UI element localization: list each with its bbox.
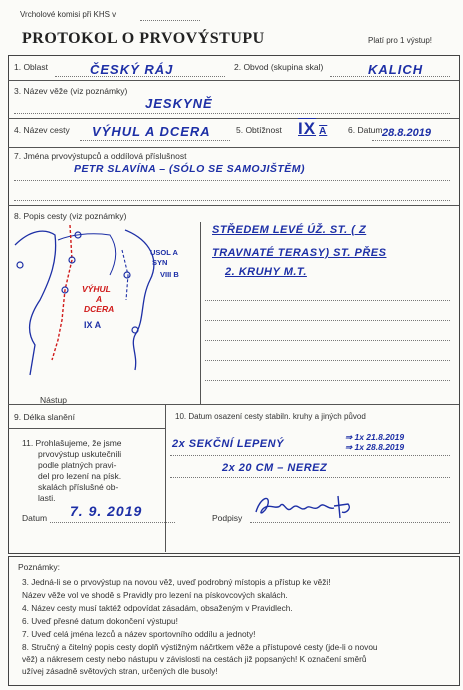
committee-line: Vrcholové komisi při KHS v: [20, 10, 117, 19]
field-1-line: [55, 76, 225, 77]
field-7-value: PETR SLAVÍNA – (SÓLO SE SAMOJIŠTĚM): [74, 163, 306, 175]
field-4-label: 4. Název cesty: [14, 125, 70, 135]
date-value: 7. 9. 2019: [70, 503, 143, 519]
field-6-label: 6. Datum: [348, 125, 383, 135]
date-line: [50, 522, 175, 523]
description-line-2: TRAVNATÉ TERASY) ST. PŘES: [212, 247, 387, 259]
description-line-3: 2. KRUHY M.T.: [225, 266, 307, 278]
note-item: užívej zásadně světových stran, určených dle busoly!: [22, 666, 218, 676]
signature: [250, 490, 360, 524]
description-line: [205, 300, 450, 301]
field-3-line: [14, 113, 450, 114]
field-9-label: 9. Délka slanění: [14, 412, 75, 422]
field-10-line: [170, 455, 450, 456]
topo-side-line-2: SYN: [152, 258, 168, 267]
field-10-date-1: ⇒ 1x 21.8.2019: [345, 432, 405, 442]
topo-side-line-1: USOL A: [150, 248, 178, 257]
anchor-ring: [17, 232, 138, 333]
topo-divider: [200, 222, 201, 404]
note-item: 3. Jedná-li se o prvovýstup na novou věž, uveď podrobný místopis a přístup ke věži!: [22, 577, 331, 587]
declaration-line: skalách příslušné ob-: [38, 482, 119, 492]
field-10-label: 10. Datum osazení cesty stabiln. kruhy a jiných původ: [175, 412, 366, 421]
field-6-line: [372, 140, 450, 141]
grade-value: IX: [298, 119, 317, 138]
declaration-line: prvovýstup uskutečnili: [38, 449, 122, 459]
note-item: 8. Stručný a čitelný popis cesty doplň výstižným náčrtkem věže a přístupové cesty (jde-li o novou: [22, 642, 378, 652]
topo-route-line-2: A: [96, 294, 103, 304]
signature-line: [250, 522, 450, 523]
topo-route-line-1: VÝHUL: [82, 284, 111, 294]
description-line: [205, 380, 450, 381]
field-1-value: ČESKÝ RÁJ: [90, 62, 174, 77]
committee-dotline: [140, 20, 200, 21]
declaration-line: del pro lezení na písk.: [38, 471, 122, 481]
field-1-label: 1. Oblast: [14, 62, 49, 72]
description-line: [205, 320, 450, 321]
field-2-line: [330, 76, 450, 77]
field-3-label: 3. Název věže (viz poznámky): [14, 86, 128, 96]
topo-route-line-3: DCERA: [84, 304, 115, 314]
field-7-label: 7. Jména prvovýstupců a oddílová příslušnost: [14, 151, 187, 161]
note-item: Název věže vol ve shodě s Pravidly pro lezení na pískovcových skalách.: [22, 590, 288, 600]
col-divider: [165, 404, 166, 552]
rock-outline-inner: [58, 234, 116, 275]
field-10-date-2: ⇒ 1x 28.8.2019: [345, 442, 405, 452]
grade-suffix: A: [319, 126, 328, 137]
declaration-line: podle platných pravi-: [38, 460, 117, 470]
row-divider: [8, 205, 459, 206]
note-item: věž) a nákresem cesty nebo nástupu v závislosti na cestách již popsaných! K označení směrů: [22, 654, 367, 664]
description-line-1: STŘEDEM LEVÉ ÚŽ. ST. ( Z: [212, 224, 367, 236]
nastup-label: Nástup: [40, 395, 67, 405]
declaration-line: 11. Prohlašujeme, že jsme: [22, 438, 122, 448]
field-4-line: [80, 140, 230, 141]
note-item: 4. Název cesty musí taktéž odpovídat zásadám, obsaženým v Pravidlech.: [22, 603, 293, 613]
topo-grade: IX A: [84, 320, 102, 330]
description-line: [205, 340, 450, 341]
note-item: 6. Uveď přesné datum dokončení výstupu!: [22, 616, 178, 626]
validity-note: Platí pro 1 výstup!: [368, 36, 433, 45]
rock-outline-left: [15, 231, 56, 375]
field-10-line-2: 2x 20 CM – NEREZ: [222, 462, 328, 474]
row-divider: [8, 428, 165, 429]
row-divider: [8, 118, 459, 119]
field-3-value: JESKYNĚ: [145, 96, 213, 111]
page-title: PROTOKOL O PRVOVÝSTUPU: [22, 30, 265, 47]
topo-side-line-3: VIII B: [160, 270, 179, 279]
row-divider: [8, 80, 459, 81]
field-7-line-2: [14, 200, 450, 201]
notes-title: Poznámky:: [18, 562, 61, 572]
field-8-label: 8. Popis cesty (viz poznámky): [14, 211, 127, 221]
note-item: 7. Uveď celá jména lezců a název sportovního oddílu a jednoty!: [22, 629, 256, 639]
field-2-value: KALICH: [368, 62, 424, 77]
field-7-line: [14, 180, 450, 181]
field-5-label: 5. Obtížnost: [236, 125, 282, 135]
signatures-label: Podpisy: [212, 513, 243, 523]
field-6-value: 28.8.2019: [382, 127, 431, 139]
description-line: [205, 360, 450, 361]
field-2-label: 2. Obvod (skupina skal): [234, 62, 324, 72]
field-4-value: VÝHUL A DCERA: [92, 124, 211, 139]
field-10-line: [170, 477, 450, 478]
date-label: Datum: [22, 513, 48, 523]
field-10-line-1: 2x SEKČNÍ LEPENÝ: [172, 438, 284, 450]
topo-sketch: [10, 220, 200, 405]
declaration-line: lasti.: [38, 493, 56, 503]
field-5-value: [298, 119, 327, 139]
side-route-line: [122, 250, 128, 300]
row-divider: [8, 147, 459, 148]
